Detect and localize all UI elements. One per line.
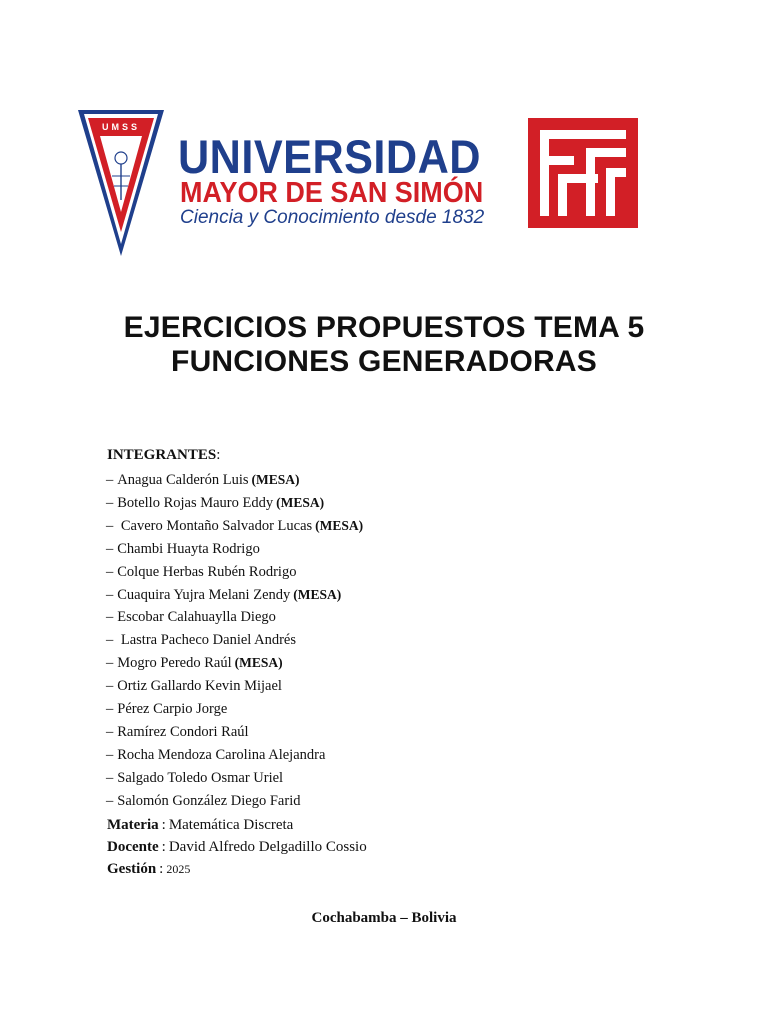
member-tag: (MESA): [293, 586, 342, 602]
list-item: – Cuaquira Yujra Melani Zendy (MESA): [106, 586, 342, 603]
subject-label: Materia: [107, 817, 159, 833]
list-item: – Pérez Carpio Jorge: [106, 701, 228, 718]
subject-row: Materia : Matemática Discreta: [107, 817, 294, 833]
location-footer: Cochabamba – Bolivia: [311, 910, 457, 926]
list-item: – Mogro Peredo Raúl (MESA): [106, 655, 283, 672]
list-item: – Anagua Calderón Luis (MESA): [106, 472, 300, 488]
list-item: – Salgado Toledo Osmar Uriel: [106, 769, 284, 786]
member-name: Chambi Huayta Rodrigo: [117, 540, 260, 557]
list-item: – Ortiz Gallardo Kevin Mijael: [106, 678, 282, 695]
member-tag: (MESA): [315, 517, 364, 533]
member-name: Lastra Pacheco Daniel Andrés: [117, 632, 297, 649]
member-name: Anagua Calderón Luis: [117, 472, 249, 488]
title-line-2: FUNCIONES GENERADORAS: [171, 345, 597, 378]
university-name: UNIVERSIDAD: [178, 130, 481, 183]
term-label: Gestión: [107, 861, 157, 877]
list-item: – Botello Rojas Mauro Eddy (MESA): [106, 494, 325, 511]
university-motto: Ciencia y Conocimiento desde 1832: [180, 207, 485, 228]
title-line-1: EJERCICIOS PROPUESTOS TEMA 5: [123, 311, 645, 344]
umss-shield-logo: [76, 108, 166, 258]
members-list: [106, 469, 363, 813]
member-tag: (MESA): [251, 472, 300, 487]
member-tag: (MESA): [276, 494, 325, 510]
member-name: Botello Rojas Mauro Eddy: [117, 494, 274, 511]
list-item: – Colque Herbas Rubén Rodrigo: [106, 563, 297, 580]
university-subname: MAYOR DE SAN SIMÓN: [180, 177, 484, 209]
member-name: Cavero Montaño Salvador Lucas: [117, 517, 313, 534]
term-value: 2025: [166, 862, 191, 876]
shield-text: UMSS: [101, 122, 141, 132]
teacher-label: Docente: [107, 839, 159, 855]
member-name: Salomón González Diego Farid: [117, 792, 301, 809]
list-item: – Rocha Mendoza Carolina Alejandra: [106, 746, 326, 763]
list-item: – Salomón González Diego Farid: [106, 792, 301, 809]
teacher-row: Docente : David Alfredo Delgadillo Cossio: [107, 839, 367, 855]
members-label: INTEGRANTES: [107, 447, 217, 463]
list-item: – Lastra Pacheco Daniel Andrés: [106, 632, 297, 649]
list-item: – Escobar Calahuaylla Diego: [106, 609, 276, 626]
member-name: Cuaquira Yujra Melani Zendy: [117, 586, 291, 603]
term-row: Gestión : 2025: [107, 861, 191, 877]
member-name: Escobar Calahuaylla Diego: [117, 609, 276, 626]
course-info: [107, 814, 367, 880]
list-item: – Cavero Montaño Salvador Lucas (MESA): [106, 517, 364, 534]
document-title: [0, 311, 768, 379]
member-name: Salgado Toledo Osmar Uriel: [117, 769, 284, 786]
member-name: Pérez Carpio Jorge: [117, 701, 228, 718]
list-item: – Chambi Huayta Rodrigo: [106, 540, 260, 557]
teacher-value: David Alfredo Delgadillo Cossio: [168, 839, 367, 855]
member-name: Ramírez Condori Raúl: [117, 723, 249, 740]
member-tag: (MESA): [234, 655, 283, 671]
document-header: [0, 0, 768, 280]
list-item: – Ramírez Condori Raúl: [106, 723, 249, 740]
member-name: Mogro Peredo Raúl: [117, 655, 232, 672]
subject-value: Matemática Discreta: [168, 817, 294, 833]
member-name: Colque Herbas Rubén Rodrigo: [117, 563, 297, 580]
members-heading: [107, 447, 220, 464]
member-name: Rocha Mendoza Carolina Alejandra: [117, 746, 326, 763]
faculty-logo: [528, 118, 638, 228]
member-name: Ortiz Gallardo Kevin Mijael: [117, 678, 282, 695]
members-colon: :: [216, 447, 221, 463]
